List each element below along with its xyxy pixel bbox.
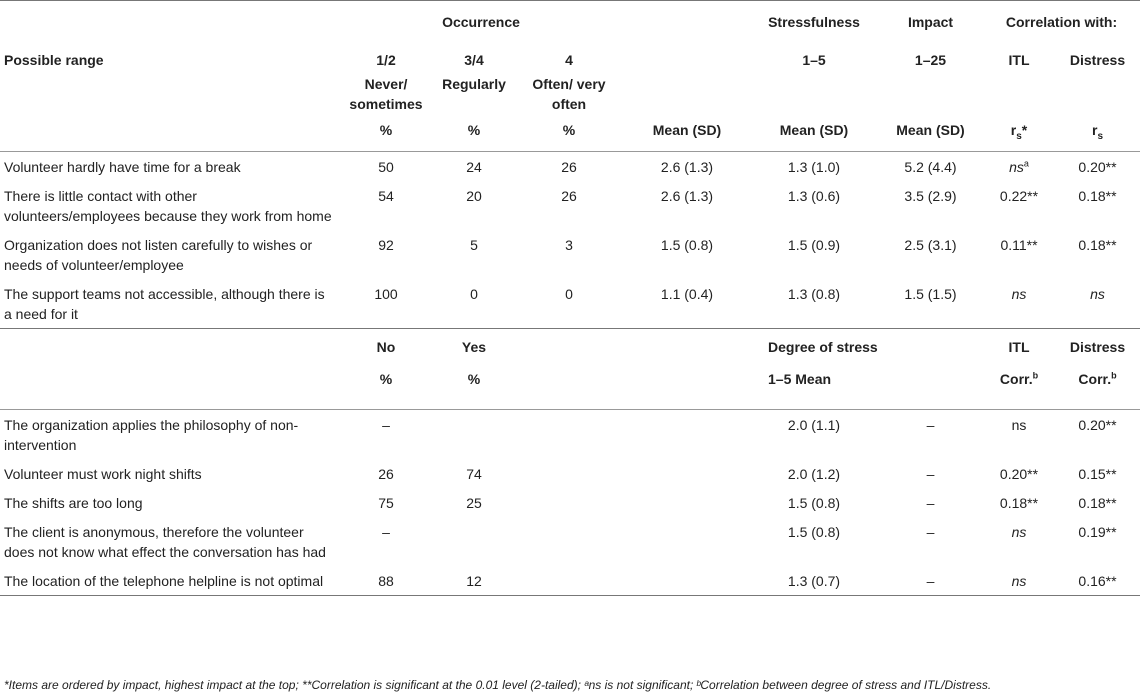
row-label: There is little contact with other volunteers/employees because they work from home <box>4 188 332 224</box>
impact: – <box>926 417 935 433</box>
stressfulness: 1.5 (0.9) <box>787 237 841 253</box>
section1-body <box>0 152 1140 329</box>
table-row <box>0 459 1140 488</box>
stressfulness: 1.3 (0.6) <box>787 188 841 204</box>
table-row <box>0 230 1140 279</box>
impact-unit: Mean (SD) <box>878 114 983 152</box>
occurrence-3: 26 <box>561 159 577 175</box>
no-percent: – <box>382 417 390 433</box>
empty-cell <box>514 517 624 566</box>
distress-correlation: 0.19** <box>1078 524 1117 540</box>
no-percent: 88 <box>338 566 434 596</box>
empty-cell <box>624 459 750 488</box>
section2-body <box>0 410 1140 596</box>
occ3-unit: % <box>514 114 624 152</box>
occurrence-3: 26 <box>561 188 577 204</box>
distress-correlation: ns <box>1055 279 1140 329</box>
occurrence-3: 0 <box>514 279 624 329</box>
distress-correlation: 0.20** <box>1078 159 1117 175</box>
itl-corr: Corr.$^b$ <box>983 369 1055 410</box>
row-label: Volunteer hardly have time for a break <box>4 159 241 175</box>
table-row <box>0 152 1140 182</box>
itl-correlation: 0.18** <box>999 495 1039 511</box>
distress-correlation: 0.20** <box>1078 417 1117 433</box>
mean-sd-unit: Mean (SD) <box>624 114 750 152</box>
group-correlation: Correlation with: <box>983 1 1140 42</box>
section2-unit-row <box>0 369 1140 410</box>
distress-correlation: 0.16** <box>1055 566 1140 596</box>
occurrence-3: 3 <box>565 237 573 253</box>
range-mean-label: 1–5 Mean <box>750 369 983 410</box>
row-label: The organization applies the philosophy of non-intervention <box>4 417 299 453</box>
group-header-row <box>0 1 1140 42</box>
occ3-header: 4 Often/ very often <box>532 51 606 112</box>
row-label: The shifts are too long <box>4 495 143 511</box>
group-occurrence: Occurrence <box>338 1 624 42</box>
table-row <box>0 566 1140 596</box>
table-row <box>0 279 1140 329</box>
row-label: The location of the telephone helpline is not optimal <box>0 566 338 596</box>
distress-corr: Corr.$^b$ <box>1055 369 1140 410</box>
stressfulness: 1.3 (1.0) <box>787 159 841 175</box>
stress-range: 1–5 <box>802 51 826 68</box>
occurrence-2: 20 <box>466 188 482 204</box>
mean-sd: 1.1 (0.4) <box>624 279 750 329</box>
group-impact: Impact <box>878 1 983 42</box>
occurrence-2: 0 <box>434 279 514 329</box>
occurrence-1: 100 <box>338 279 434 329</box>
table-row <box>0 410 1140 460</box>
row-label: Volunteer must work night shifts <box>4 466 202 482</box>
yes-percent <box>434 517 514 566</box>
occurrence-2: 24 <box>466 159 482 175</box>
no-percent: 75 <box>378 495 394 511</box>
table-row <box>0 517 1140 566</box>
itl-correlation: 0.11** <box>1000 237 1038 253</box>
distress-correlation: 0.18** <box>1078 188 1117 204</box>
impact: 1.5 (1.5) <box>878 279 983 329</box>
no-unit: % <box>338 369 434 410</box>
range-header-row <box>0 42 1140 114</box>
row-label: The client is anonymous, therefore the volunteer does not know what effect the conversation has had <box>4 524 326 560</box>
yes-percent: 12 <box>434 566 514 596</box>
impact: – <box>926 495 935 511</box>
distress-unit: $r_s$ <box>1055 114 1140 152</box>
yes-unit: % <box>434 369 514 410</box>
yes-percent: 25 <box>466 495 482 511</box>
impact-range: 1–25 <box>914 51 947 68</box>
impact: 2.5 (3.1) <box>904 237 957 253</box>
occurrence-2: 5 <box>470 237 478 253</box>
empty-cell <box>514 410 624 460</box>
yes-header: Yes <box>434 329 514 370</box>
section2-header-row <box>0 329 1140 370</box>
occurrence-1: 92 <box>378 237 394 253</box>
itl-correlation: ns <box>1011 524 1027 540</box>
itl-correlation: 0.22** <box>999 188 1039 204</box>
row-label: The support teams not accessible, although there is a need for it <box>0 279 338 329</box>
no-header: No <box>338 329 434 370</box>
itl-superscript: a <box>1023 158 1029 169</box>
unit-header-row <box>0 114 1140 152</box>
empty-cell <box>624 488 750 517</box>
itl-correlation: 0.20** <box>999 466 1039 482</box>
row-label: Organization does not listen carefully to wishes or needs of volunteer/employee <box>4 237 313 273</box>
distress-header-2: Distress <box>1055 329 1140 370</box>
no-percent: – <box>382 524 390 540</box>
mean-sd: 2.6 (1.3) <box>660 159 714 175</box>
impact: – <box>878 566 983 596</box>
stressfulness: 1.3 (0.8) <box>750 279 878 329</box>
degree-header: Degree of stress <box>750 329 983 370</box>
empty-cell <box>514 566 624 596</box>
impact: – <box>926 524 935 540</box>
itl-header-2: ITL <box>983 329 1055 370</box>
itl-correlation: $ns^a$ <box>1009 158 1029 175</box>
mean-sd: 1.5 (0.8) <box>660 237 714 253</box>
occ1-unit: % <box>338 114 434 152</box>
occ2-header: 3/4 Regularly <box>442 51 506 92</box>
degree-of-stress: 1.3 (0.7) <box>750 566 878 596</box>
degree-of-stress: 1.5 (0.8) <box>787 524 841 540</box>
possible-range-label: Possible range <box>4 51 104 68</box>
occ1-header: 1/2 Never/ sometimes <box>349 51 423 112</box>
itl-header: ITL <box>1008 51 1030 68</box>
table-row <box>0 488 1140 517</box>
empty-cell <box>624 410 750 460</box>
impact: – <box>926 466 935 482</box>
itl-correlation: ns <box>1011 417 1027 433</box>
empty-cell <box>624 566 750 596</box>
group-stressfulness: Stressfulness <box>750 1 878 42</box>
degree-of-stress: 1.5 (0.8) <box>787 495 841 511</box>
mean-sd: 2.6 (1.3) <box>660 188 714 204</box>
impact: 3.5 (2.9) <box>904 188 957 204</box>
itl-correlation: ns <box>983 566 1055 596</box>
empty-cell <box>624 517 750 566</box>
empty-cell <box>514 488 624 517</box>
yes-percent <box>434 410 514 460</box>
footnote: *Items are ordered by impact, highest impact at the top; **Correlation is significant at the 0.01 level (2-tailed); ᵃns is not significant; ᵇCorrelation between degree of stress and ITL/Distress. <box>4 678 992 692</box>
occurrence-1: 50 <box>378 159 394 175</box>
itl-unit: $r_s*$ <box>983 114 1055 152</box>
occ2-unit: % <box>434 114 514 152</box>
distress-correlation: 0.15** <box>1078 466 1117 482</box>
distress-correlation: 0.18** <box>1078 495 1117 511</box>
itl-correlation: ns <box>983 279 1055 329</box>
occurrence-1: 54 <box>378 188 394 204</box>
no-percent: 26 <box>378 466 394 482</box>
empty-cell <box>514 459 624 488</box>
distress-correlation: 0.18** <box>1078 237 1117 253</box>
degree-of-stress: 2.0 (1.2) <box>787 466 841 482</box>
impact: 5.2 (4.4) <box>904 159 957 175</box>
distress-header: Distress <box>1069 51 1126 68</box>
stress-unit: Mean (SD) <box>750 114 878 152</box>
table-row <box>0 181 1140 230</box>
degree-of-stress: 2.0 (1.1) <box>787 417 841 433</box>
yes-percent: 74 <box>466 466 482 482</box>
